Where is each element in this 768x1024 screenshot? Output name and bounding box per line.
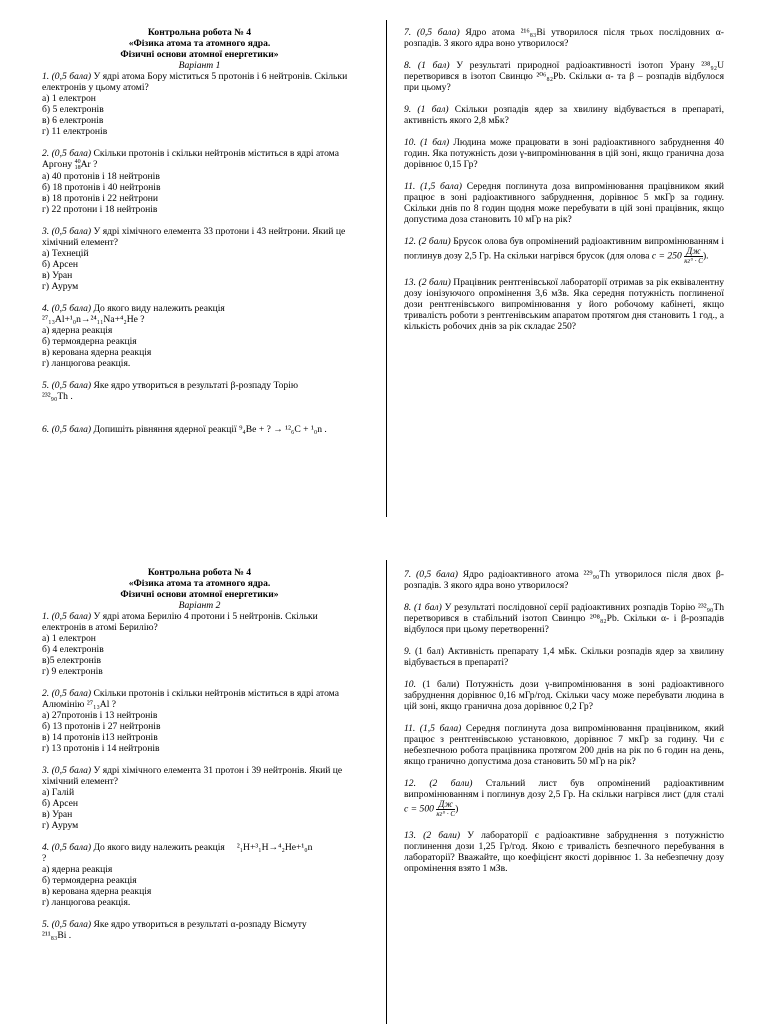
option: б) Арсен — [42, 798, 78, 809]
v1-q6: 6. (0,5 бала) Допишіть рівняння ядерної реакції ⁹₄Be + ? → ¹²₆C + ¹₀n . — [42, 424, 327, 435]
v2-q7: 7. (0,5 бала) Ядро радіоактивного атома ²²⁹₉₀Th утворилося після двох β-розпадів. З якого ядра воно утворилося? — [404, 569, 724, 591]
v2-q10: 10. (1 бали) Потужність дози γ-випромінювання в зоні радіоактивного забруднення дорівнює 0,16 мГр/год. Скільки часу може перебувати людина в цій зоні, якщо гранична доза дорівнює 0,2 Гр? — [404, 679, 724, 712]
column-divider-top — [386, 20, 387, 517]
option: б) Арсен — [42, 259, 78, 270]
option: в)5 електронів — [42, 655, 101, 666]
option: а) 1 електрон — [42, 93, 96, 104]
v1-q2-options — [42, 171, 357, 215]
v1-q6-reaction: ⁹₄Be + ? → ¹²₆C + ¹₀n . — [239, 424, 327, 435]
v2-q2: 2. (0,5 бала) Скільки протонів і скільки нейтронів міститься в ядрі атома Алюмінію ²⁷₁₃Al ? — [42, 688, 339, 710]
v2-subtitle2: Фізичні основи атомної енергетики» — [120, 589, 279, 600]
v1-subtitle: «Фізика атома та атомного ядра. — [128, 38, 271, 49]
v1-q3: 3. (0,5 бала) У ядрі хімічного елемента 33 протони і 43 нейтрони. Який це хімічний елемент? — [42, 226, 346, 248]
option: в) 6 електронів — [42, 115, 104, 126]
v1-q2: 2. (0,5 бала) Скільки протонів і скільки нейтронів міститься в ядрі атома Аргону 40 18 Ar ? — [42, 148, 339, 171]
column-divider-bottom — [386, 560, 387, 1024]
v1-q4-reaction: ²⁷₁₃Al+¹₀n→²⁴₁₁Na+⁴₂He ? — [42, 314, 145, 325]
option: в) керована ядерна реакція — [42, 347, 152, 358]
v2-q12: 12. (2 бали) Стальний лист був опромінений радіоактивним випромінюванням і поглинув дозу 2,5 Гр. На скільки нагрівся лист (для сталі c = 500 $\frac{Дж}{кг^\circ \cdot С}$ ) — [404, 778, 725, 818]
option: а) 1 електрон — [42, 633, 96, 644]
option: а) Технецій — [42, 248, 89, 259]
variant2-left-column — [42, 567, 357, 941]
v1-variant: Варіант 1 — [178, 60, 221, 71]
v1-q4: 4. (0,5 бала) До якого виду належить реакція ²⁷₁₃Al+¹₀n→²⁴₁₁Na+⁴₂He ? — [42, 303, 225, 325]
option: в) Уран — [42, 270, 73, 281]
v2-title: Контрольна робота № 4 — [147, 567, 252, 578]
v1-q12: 12. (2 бали) Брусок олова був опромінений радіоактивним випромінюванням і поглинув дозу 2,5 Гр. На скільки нагрівся брусок (для олова c = 250 $\frac{Дж}{кг^\circ \cdot С}$ ). — [404, 236, 724, 265]
v2-variant: Варіант 2 — [178, 600, 221, 611]
option: а) ядерна реакція — [42, 864, 113, 875]
v1-q5: 5. (0,5 бала) Яке ядро утвориться в результаті β-розпаду Торію ²³²₉₀Th . — [42, 380, 299, 402]
v2-q12-fraction: $\frac{Дж}{кг^\circ \cdot С}$ — [436, 799, 456, 818]
option: г) 11 електронів — [42, 126, 108, 137]
option: г) 13 протонів і 14 нейтронів — [42, 743, 160, 754]
option: г) 9 електронів — [42, 666, 103, 677]
v1-subtitle2: Фізичні основи атомної енергетики» — [120, 49, 279, 60]
option: г) ланцюгова реакція. — [42, 358, 131, 369]
v1-q8: 8. (1 бал) У результаті природної радіоактивності ізотоп Урану ²³⁸₉₂U перетворився в ізотоп Свинцю ²⁰⁶₈₂Pb. Скільки α- та β – розпадів відбулося при цьому? — [404, 60, 725, 93]
variant2-right-column — [404, 569, 724, 874]
option: б) термоядерна реакція — [42, 875, 137, 886]
option: в) керована ядерна реакція — [42, 886, 152, 897]
option: б) 4 електронів — [42, 644, 104, 655]
v1-q9: 9. (1 бал) Скільки розпадів ядер за хвилину відбувається в препараті, активність якого 2,8 мБк? — [404, 104, 724, 126]
v2-q3-options — [42, 787, 357, 831]
v2-q2-options — [42, 710, 357, 754]
v1-q11: 11. (1,5 бала) Середня поглинута доза випромінювання працівником який працює в зоні радіоактивного забруднення, дорівнює 5 мкГр за годину. Скільки днів по 8 годин щодня може перебувати в цій зоні працівник, якщо допустима доза становить 10 мГр на рік? — [404, 181, 724, 225]
v1-q5-isotope: ²³²₉₀Th . — [42, 391, 73, 402]
option: а) Галій — [42, 787, 75, 798]
v2-q1: 1. (0,5 бала) У ядрі атома Берилію 4 протони і 5 нейтронів. Скільки електронів в атомі Берилію? — [42, 611, 318, 633]
variant1-right-column — [404, 27, 724, 332]
v1-q10: 10. (1 бал) Людина може працювати в зоні радіоактивного забруднення 40 годин. Яка потужність дози γ-випромінювання в цій зоні, якщо гранична доза дорівнює 0,15 Гр? — [404, 137, 724, 170]
v2-subtitle: «Фізика атома та атомного ядра. — [128, 578, 271, 589]
option: в) Уран — [42, 809, 73, 820]
v1-q1: 1. (0,5 бала) У ядрі атома Бору міститься 5 протонів і 6 нейтронів. Скільки електронів у цьому атомі? — [42, 71, 348, 93]
option: а) 27протонів і 13 нейтронів — [42, 710, 158, 721]
v1-q13: 13. (2 бали) Працівник рентгенівської лабораторії отримав за рік еквівалентну дозу іонізуючого опромінення 3,6 мЗв. Яка середня потужність поглиненої дози рентгенівського випромінювання у його робочому кабінеті, якщо тривалість роботи з рентгенівським апаратом протягом дня становить 1 год., а кількість робочих днів за рік складає 250? — [404, 277, 725, 332]
option: а) ядерна реакція — [42, 325, 113, 336]
v1-title: Контрольна робота № 4 — [147, 27, 252, 38]
v2-q4-options — [42, 864, 357, 908]
option: в) 18 протонів і 22 нейтрони — [42, 193, 159, 204]
v2-q5: 5. (0,5 бала) Яке ядро утвориться в результаті α-розпаду Вісмуту ²¹¹₈₃Bi . — [42, 919, 307, 941]
option: б) термоядерна реакція — [42, 336, 137, 347]
option: г) 22 протони і 18 нейтронів — [42, 204, 158, 215]
v1-q1-options — [42, 93, 357, 137]
option: г) Аурум — [42, 820, 79, 831]
option: в) 14 протонів і13 нейтронів — [42, 732, 158, 743]
v2-q9: 9. (1 бал) Активність препарату 1,4 мБк. Скільки розпадів ядер за хвилину відбувається в препараті? — [404, 646, 724, 668]
variant1-left-column — [42, 27, 357, 435]
v1-q3-options — [42, 248, 357, 292]
v1-q4-options — [42, 325, 357, 369]
v1-q2-isotope: 40 18 — [74, 159, 81, 171]
option: г) ланцюгова реакція. — [42, 897, 131, 908]
option: б) 13 протонів і 27 нейтронів — [42, 721, 161, 732]
v2-q8: 8. (1 бал) У результаті послідовної серії радіоактивних розпадів Торію ²³²₉₀Th перетворився в стабільний ізотоп Свинцю ²⁰⁸₈₂Pb. Скільки α- і β-розпадів відбулося при цьому перетворенні? — [404, 602, 724, 635]
v2-q3: 3. (0,5 бала) У ядрі хімічного елемента 31 протон і 39 нейтронів. Який це хімічний елемент? — [42, 765, 343, 787]
v2-q13: 13. (2 бали) У лабораторії є радіоактивне забруднення з потужністю поглинення дози 1,25 Гр/год. Якою є тривалість безпечного перебування в лабораторії? Вважайте, що коефіцієнт якості дорівнює 1. За небезпечну дозу опромінення взято 1 мЗв. — [404, 830, 724, 874]
v2-q11: 11. (1,5 бала) Середня поглинута доза випромінювання працівником, який працює з рентгенівською установкою, дорівнює 7 мкГр за годину. Чи є небезпечною робота працівника протягом 200 днів на рік по 6 годин на день, якщо гранично допустима доза становить 50 мГр на рік? — [404, 723, 725, 767]
v1-q7: 7. (0,5 бала) Ядро атома ²¹⁶₈₃Bi утворилося після трьох послідовних α-розпадів. З якого ядра воно утворилося? — [404, 27, 724, 49]
option: б) 18 протонів і 40 нейтронів — [42, 182, 161, 193]
v2-q1-options — [42, 633, 357, 677]
option: а) 40 протонів і 18 нейтронів — [42, 171, 160, 182]
v2-q4-reaction: ²₁H+³₁H→⁴₂He+¹₀n — [236, 842, 313, 853]
v1-q12-fraction: $\frac{Дж}{кг^\circ \cdot С}$ — [684, 246, 703, 265]
v2-q4: 4. (0,5 бала) До якого виду належить реакція ²₁H+³₁H→⁴₂He+¹₀n ? — [42, 842, 313, 864]
option: г) Аурум — [42, 281, 79, 292]
option: б) 5 електронів — [42, 104, 104, 115]
